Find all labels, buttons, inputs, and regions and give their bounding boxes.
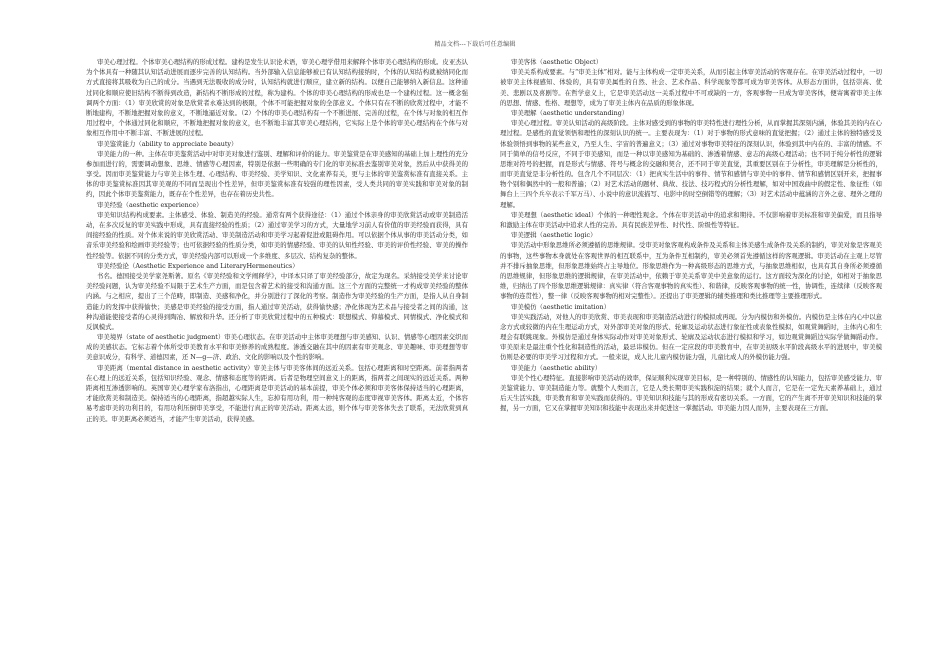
body-paragraph: 审美理想（aesthetic ideal）个体的一种理性观念。个体在审美活动中的追求和期待。不仅影响着审美标准和审美偏爱，而且指导和激励主体在审美活动中追求人性的完善。具有民族差异性、时代性、阶级性等特征。 (500, 210, 882, 229)
term-heading: 审美逻辑（aesthetic logic） (511, 231, 597, 240)
term-heading: 审美理解（aesthetic understanding） (511, 108, 629, 117)
body-paragraph: 审美知识结构构成要素。主体感受、体验、制造美的经验。通常有两个获得途径：（1）通过个体亲身的审美欣赏活动或审美制造活动，在多次反复的审美实践中形成，具有直接经验的性质；（2）通过审美学习的方式，大量地学习前人有价值的审美经验而获得，具有间接经验的性质。对个体来说的审美欣赏活动、审美制造活动和审美学习起着促进或阻碍作用。可以依据个体从事的审美活动分类，如音乐审美经验和绘画审美经验等；也可依据经验的性质分类，如审美的情感经验、审美的认知性经验、审美的评价性经验、审美的操作性经验等。依据不同的分类方式，审美经验内部可以形成一个多维度、多层次、结构复杂的整体。 (86, 210, 468, 260)
page-header: 精品文档---下载后可任意编辑 (434, 41, 516, 48)
term-heading: 审美能力（aesthetic ability） (511, 363, 602, 372)
left-column (86, 57, 468, 657)
right-column (500, 57, 882, 657)
term-heading: 审美经验（aesthetic experience） (97, 200, 203, 209)
body-paragraph: 审美心理过程。个体审美心理结构的形成过程。建构是发生认识论术语，审美心理学借用来解释个体审美心理结构的形成。皮亚杰认为个体具有一种随其认知活动进展而逐步完善的认知结构。当外部输入信息能够被已有认知结构接纳时，个体的认知结构就被纳同化而方式直接将其吸收为自己的成分。当遇到无法吸收的成分时，认知结构就进行顺应，建立新的结构。以便自己能够纳入新信息。这种通过同化和顺应使旧结构不断得到改造，新结构不断形成的过程，称为建构。个体的审美心理结构的形成也是一个建构过程。这一概念强调两个方面：（1）审美欣赏的对象是欣赏者永难达到的极限，个体不可能把握对象的全部意义。个体只有在不断的欣赏过程中，才能不断地建构，不断地把握对象的意义，不断地逼近对象。（2）个体的审美心理结构有一个不断进展、完善的过程，在个体与对象的相互作用过程中，个体通过同化和顺应，不断地把握对象的意义，也不断地丰富其审美心理结构，它实际上是个体的审美心理结构在个体与对象相互作用中不断丰富、不断进展的过程。 (86, 58, 468, 138)
body-paragraph: 审美能力的一种。主体在审美鉴赏活动中对审美对象进行鉴别、理解和评价的能力。审美鉴赏是在审美感知的基础上加上理性的充分参加而进行的，需要调动想象、思维、情感等心理因素，特别是依据一些明确的专门化的审美标准去鉴别审美对象，然后从中获得美的享受。因而审美鉴赏能力与审美主体生理、心理结构、审美经验、美学知识、文化素养有关，更与主体的审美鉴赏标准有直接关系。主体的审美鉴赏标准因其审美观的不同而呈现出个性差异，但审美鉴赏标准有较强的理性因素，受人类共同的审美实践和审美对象的制约，因此个体审美鉴赏能力，既存在个性差异，也存在着历史共性。 (86, 149, 468, 199)
body-paragraph: 书名。德国接受美学家尧斯著。原名《审美经验和文学阐释学》，中译本只译了审美经验部分，故定为现名。采纳接受美学来讨论审美经验问题，认为审美经验不局限于艺术生产方面，而是包含着艺术的接受和沟通方面。这三个方面的完整统一才构成审美经验的整体内涵。与之相应，提出了三个范畴，即制造、美感和净化，并分别进行了深化的考察。制造作为审美经验的生产方面，是指人从自身制造能力的发挥中获得愉快；美感是审美经验的接受方面，指人通过审美活动，获得愉快感；净化体现为艺术品与接受者之间的沟通，这种沟通能使接受者的心灵得到陶冶、解放和升华。还分析了审美欣赏过程中的五种模式：联想模式、仰慕模式、同情模式、净化模式和反讽模式。 (86, 271, 468, 331)
body-paragraph: 审美境界（state of aesthetic judgment）审美心理状态。在审美活动中主体审美理想与审美感知、认识、情感等心理因素交织而成的美感状态。它标志着个体所受审美教育水平和审美修养的成熟程度。渗透交融在其中的因素有审美观念、审美趣味、审美理想等审美意识成分，有科学、道德因素，还 N—g—济、政治、文化的影响以及个性的影响。 (86, 333, 468, 362)
body-paragraph: 审美关系构成要素。与“审美主体”相对。能与主体构成一定审美关系，从而引起主体审美活动的客观存在。在审美活动过程中，一切被审美主体视感知、体验的，具有审美属性的自然、社会、艺术作品、科学现象等都可成为审美客体。从形态方面讲，包括崇高、优美、悲剧以及喜剧等。在哲学意义上，它是审美活动这一关系过程中不可或缺的一方，客观事物一旦成为审美客体，便寄寓着审美主体的思想、情感、性格、理想等，成为了审美主体内在品质的形象体现。 (500, 68, 882, 107)
term-heading: 审美模仿（aesthetic imitation） (511, 302, 611, 311)
body-paragraph: 审美活动中形象思维所必须遵循的思维规律。受审美对象客观构成条件及关系和主体美感生成条件及关系的制约，审美对象是客观美的事物，这些事物本身就处在客观世界的相互联系中，互为条件互相制约，审美必须首先遵循这样的客观逻辑。审美活动在主观上尽管并不排斥抽象思维，但形象思维始终占主导地位。形象思维作为一种高级形态的思维方式，与抽象思维相似，也具有其自身所必须遵循的思维规律，但形象思维的逻辑规律，在审美活动中，依赖于审美关系审美中美意象的运行。这方面较为深化的讨论，如相对于抽象思维，归纳出了四个形象思维逻辑规律：真实律（符合客观事物的真实性）、和谐律，反映客观事物的统一性，协调性，连续律（反映客观事物的连贯性），整一律（反映客观事物的相对完整性）。还提出了审美逻辑的辅类推理和类比推理等主要推理形式。 (500, 241, 882, 301)
body-paragraph: 审美实践活动，对他人的审美欣赏、审美表现和审美制造活动进行的模拟或再现。分为内模仿和外模仿。内模仿是主体在内心中以意念方式或较微的内在生理运动方式，对外部审美对象的形式、轮廓及运动状态进行象征性或表象性模拟，如观赏舞蹈时，主体内心和生理会有联跳现象。外模仿是通过身体实际动作对审美对象形式、轮廓及运动状态进行模拟和学习，如边观赏舞蹈边实际学做舞蹈动作。审美原来是最注重个性化和制造性的活动，最忌讳模仿。但在一定应段的审美教育中，在审美初级水平阶段高级水平的进展中，审美模仿则是必要的审美学习过程和方式。一般来说，成人比儿童内模仿能力强，儿童比成人的外模仿能力强。 (500, 312, 882, 362)
body-paragraph: 审美心理过程。审美认知活动的高级阶段。主体对感受到的事物的审美特性进行理性分析，从而掌握其深刻内涵，体验其美的内在心理过程。是感性的直觉领悟和理性的深刻认识的统一。主要表现为：（1）对于事物的形式意味的直觉把握；（2）通过主体的独特感受及体验领悟到事物的某些意义，乃至人生、宇宙的普遍意义；（3）通过对事物审美特征的深刻认识，体验到其中内在的、丰富的情感。不同于简单的信号反应，不同于审美感知，而是一种以审美感知为基础的、渗透着情感、意志的高级心理活动；也不同于纯分析性的逻辑思维对符号的把握，而是形式与情感、符号与概念的交融和契合，还不同于审美直觉，其重要区别在于分析性，审美理解是分析性的，而审美直觉是非分析性的。包含几个不同层次：（1）把真实生活中的事件、情节和感情与审美中的事件、情节和感情区别开来，把握事物个别和偶然中的一般和普遍；（2）对艺术活动的题材、典故、技法、技巧程式的分析性理解，如对中国戏曲中的假定性、象征性（如舞台上三四个兵卒表示千军万马）、小说中的意识流描写、电影中的时空倒错等的理解；（3）对艺术活动中蕴涵的言外之意、理外之理的理解。 (500, 119, 882, 209)
body-paragraph: 审美个性心理特征。直接影响审美活动的效率，保证顺利实现审美目标，是一种特别的、情感性的认知能力，包括审美感受能力、审美鉴赏能力、审美制造能力等。就整个人类而言，它是人类长期审美实践积淀的结果；就个人而言，它是在一定先天素养基础上，通过后天生活实践，审美教育和审美实践而获得的。审美知识和技能与其的形成有密切关系。一方面，它的产生离不开审美知识和技能的掌握，另一方面，它又在掌握审美知识和技能中表现出来并促进这一掌握活动。审美能力因人而异，主要表现在三方面。 (500, 373, 882, 413)
term-heading: 审美客体（aesthetic Object） (511, 58, 603, 66)
term-heading: 审美鉴赏能力（ability to appreciate beauty） (97, 139, 238, 148)
body-paragraph: 审美距离（mental distance in aesthetic activity）审美主体与审美客体间的远近关系。包括心理距离和时空距离。前者指两者在心理上的远近关系，包括知识经验、观念、情感和态度等的距离。后者是物理空间意义上的距离，指两者之间现实的远近关系。两种距离相互渗透影响的。英国审美心理学家布洛指出，心理距离是审美活动的基本前提，审美个体必须和审美客体保持适当的心理距离，才能欣赏美和制造美。保持适当的心理距离，指超越实际人生，忘掉有用功利，用一种纯客观的态度审视审美客体。距离太近，个体容易考虑审美的功利目的，有用功利压倒审美享受，不能进行真正的审美活动。距离太远，则个体与审美客体失去了联系，无法欣赏到真正的美。审美距离必须适当，才能产生审美活动，获得美感。 (86, 363, 468, 423)
term-heading: 审美经验论（Aesthetic Experience and LiteraryHermeneutics） (97, 261, 299, 270)
